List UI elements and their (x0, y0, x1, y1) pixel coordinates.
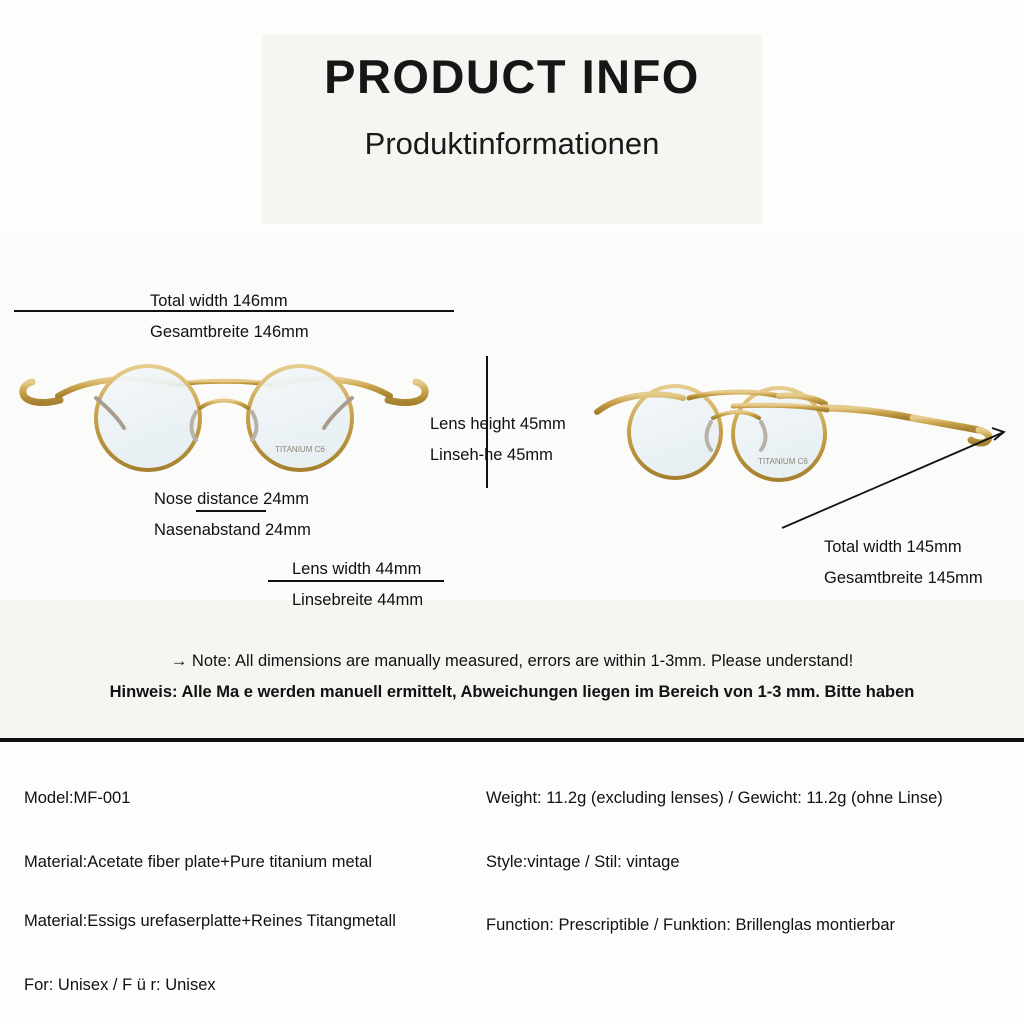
spec-material-en: Material:Acetate fiber plate+Pure titanium metal (24, 852, 373, 871)
spec-function: Function: Prescriptible / Funktion: Brillenglas montierbar (486, 916, 896, 935)
spec-for: For: Unisex / F ü r: Unisex (24, 975, 216, 994)
dimension-total-width-front (150, 286, 309, 347)
section-divider (0, 738, 1024, 742)
dimension-lens-height-en: Lens height 45mm (430, 415, 566, 433)
dimension-rule-nose-distance (196, 510, 266, 512)
dimension-nose-distance (154, 484, 311, 545)
spec-list-left (24, 786, 474, 1036)
dimension-nose-distance-en: Nose distance 24mm (154, 490, 309, 508)
page-title-en: PRODUCT INFO (324, 50, 700, 103)
measurement-note-en: → Note: All dimensions are manually measured, errors are within 1-3mm. Please understand! (170, 652, 854, 670)
glasses-front-view-illustration (18, 352, 430, 477)
dimension-lens-width-de: Linsebreite 44mm (292, 590, 424, 609)
spec-list-right (486, 786, 1006, 977)
dimension-rule-total-width-front (14, 310, 454, 312)
spec-model: Model:MF-001 (24, 789, 131, 807)
dimension-leader-line-side (778, 424, 1008, 534)
page-header (0, 50, 1024, 162)
dimension-lens-width-en: Lens width 44mm (292, 560, 422, 578)
page-title-de: Produktinformationen (364, 126, 660, 162)
dimension-total-width-side-de: Gesamtbreite 145mm (824, 568, 983, 587)
dimension-total-width-front-de: Gesamtbreite 146mm (150, 322, 309, 341)
dimension-lens-height (430, 409, 566, 470)
measurement-note (0, 652, 1024, 702)
measurement-note-de: Hinweis: Alle Ma e werden manuell ermittelt, Abweichungen liegen im Bereich von 1-3 mm. Bitte haben (109, 683, 915, 701)
dimension-lens-height-de: Linseh-he 45mm (430, 445, 553, 464)
spec-style: Style:vintage / Stil: vintage (486, 852, 680, 871)
lens-print-front: TITANIUM C6 (275, 445, 325, 454)
dimension-nose-distance-de: Nasenabstand 24mm (154, 520, 311, 539)
dimension-total-width-front-en: Total width 146mm (150, 292, 288, 310)
lens-print-side: TITANIUM C6 (758, 457, 808, 466)
dimension-rule-lens-width (268, 580, 444, 582)
dimension-lens-width (292, 554, 423, 615)
spec-material-de: Material:Essigs urefaserplatte+Reines Titangmetall (24, 912, 396, 931)
dimension-total-width-side (824, 532, 983, 593)
dimension-total-width-side-en: Total width 145mm (824, 538, 962, 556)
spec-weight: Weight: 11.2g (excluding lenses) / Gewicht: 11.2g (ohne Linse) (486, 789, 943, 807)
